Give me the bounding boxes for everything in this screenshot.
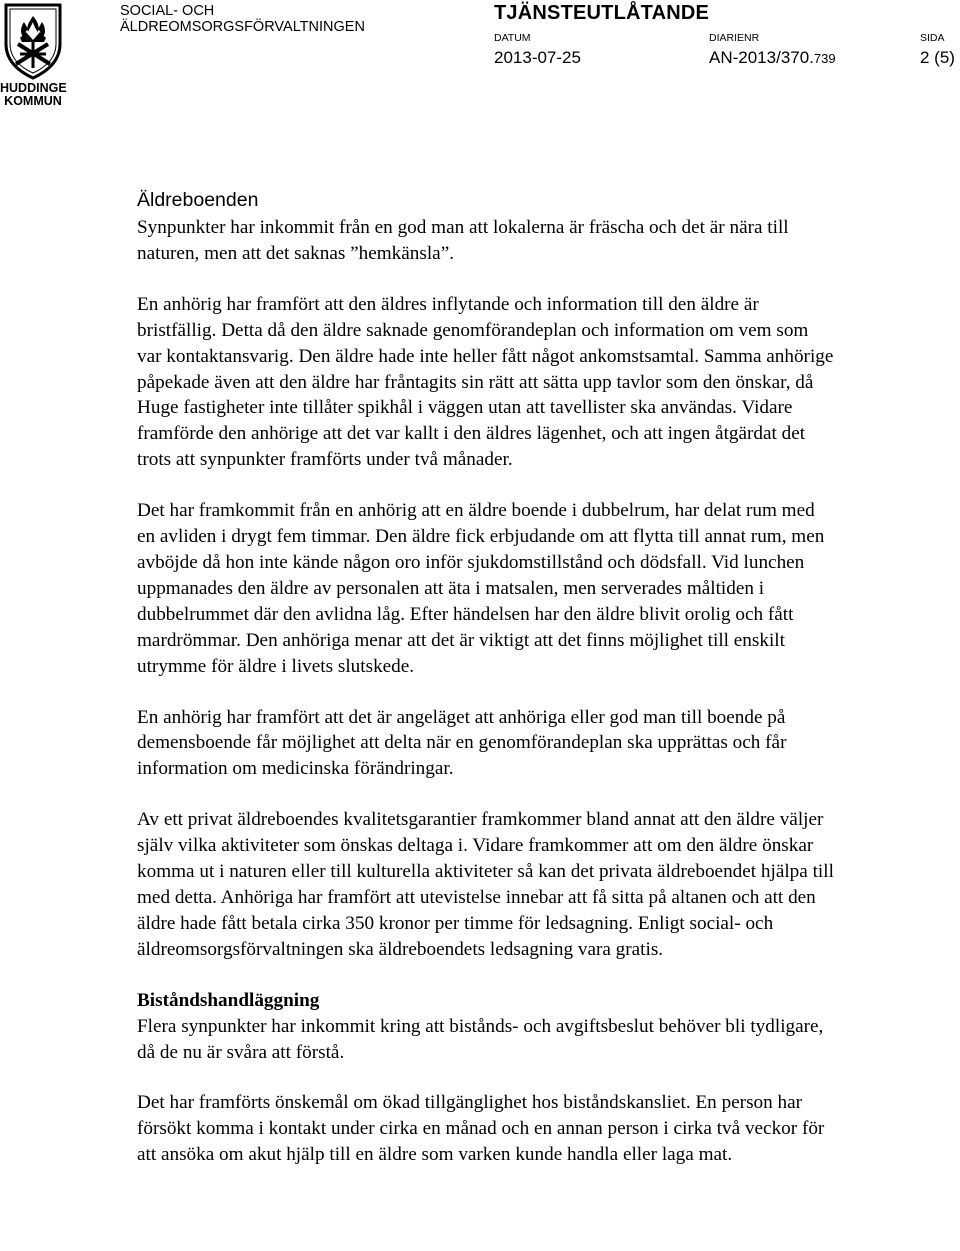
municipality-logo [2,2,68,106]
document-body [137,186,837,1193]
paragraph-5: Av ett privat äldreboendes kvalitetsgarantier framkommer bland annat att den äldre väljer själv vilka aktiviteter som önskas deltaga i. Vidare framkommer att om den äldre önskar komma ut i naturen eller till kulturella aktiviteter så kan det privata äldreboendet hjälpa till med detta. Anhöriga har framfört att utevistelse innebar att få sitta på altanen och att den äldre hade fått betala cirka 350 kronor per timme för ledsagning. Enligt social- och äldreomsorgsförvaltningen ska äldreboendets ledsagning vara gratis. [137,809,834,960]
diarienr-label: DIARIENR [709,32,760,44]
paragraph-6: Flera synpunkter har inkommit kring att bistånds- och avgiftsbeslut behöver bli tydligare, då de nu är svåra att förstå. [137,1015,824,1063]
section-heading-aldreboenden: Äldreboenden [137,189,259,211]
paragraph-4: En anhörig har framfört att det är angeläget att anhöriga eller god man till boende på demensboende får möjlighet att delta när en genomförandeplan ska upprättas och får information om medicinska förändringar. [137,706,787,780]
coat-of-arms-icon [2,2,64,80]
department-line1: SOCIAL- OCH [120,3,215,19]
paragraph-1: Synpunkter har inkommit från en god man att lokalerna är fräscha och det är nära till naturen, men att det saknas ”hemkänsla”. [137,217,789,264]
paragraph-3: Det har framkommit från en anhörig att en äldre boende i dubbelrum, har delat rum med en avliden i drygt fem timmar. Den äldre fick erbjudande om att flytta till annat rum, men avböjde då hon inte kände någon oro inför sjukdomstillstånd och dödsfall. Vid lunchen uppmanades den äldre av personalen att äta i matsalen, men serverades måltiden i dubbelrummet där den avlidna låg. Efter händelsen har den äldre blivit orolig och fått mardrömmar. Den anhöriga menar att det är viktigt att det finns möjlighet till enskilt utrymme för äldre i livets slutskede. [137,500,825,677]
diarienr-suffix: 739 [813,51,836,66]
section-heading-bistandshandlaggning: Biståndshandläggning [137,989,320,1011]
municipality-name-line2: KOMMUN [4,94,62,108]
diarienr-main: AN-2013/370. [709,48,814,67]
municipality-name-line1: HUDDINGE [0,81,67,95]
document-type: TJÄNSTEUTLÅTANDE [494,2,710,24]
page-label: SIDA [920,32,945,44]
department-name [120,3,365,35]
document-header [0,0,960,110]
municipality-name [0,82,66,108]
date-label: DATUM [494,32,531,44]
date-value: 2013-07-25 [494,48,581,67]
paragraph-2: En anhörig har framfört att den äldres inflytande och information till den äldre är bristfällig. Detta då den äldre saknade genomförandeplan och information om vem som var kontaktansvarig. Den äldre hade inte heller fått något ankomstsamtal. Samma anhörige påpekade även att den äldre har fråntagits sin rätt att sätta upp tavlor som den önskar, då Huge fastigheter inte tillåter spikhål i väggen utan att tavellister ska användas. Vidare framförde den anhörige att det var kallt i den äldres lägenhet, och att ingen åtgärdat det trots att synpunkter framförts under två månader. [137,293,834,471]
page-value: 2 (5) [920,48,955,67]
department-line2: ÄLDREOMSORGSFÖRVALTNINGEN [120,19,365,35]
paragraph-7: Det har framförts önskemål om ökad tillgänglighet hos biståndskansliet. En person har försökt komma i kontakt under cirka en månad och en annan person i cirka två veckor för att ansöka om akut hjälp till en äldre som varken kunde handla eller laga mat. [137,1092,825,1166]
diarienr-value [709,47,836,70]
